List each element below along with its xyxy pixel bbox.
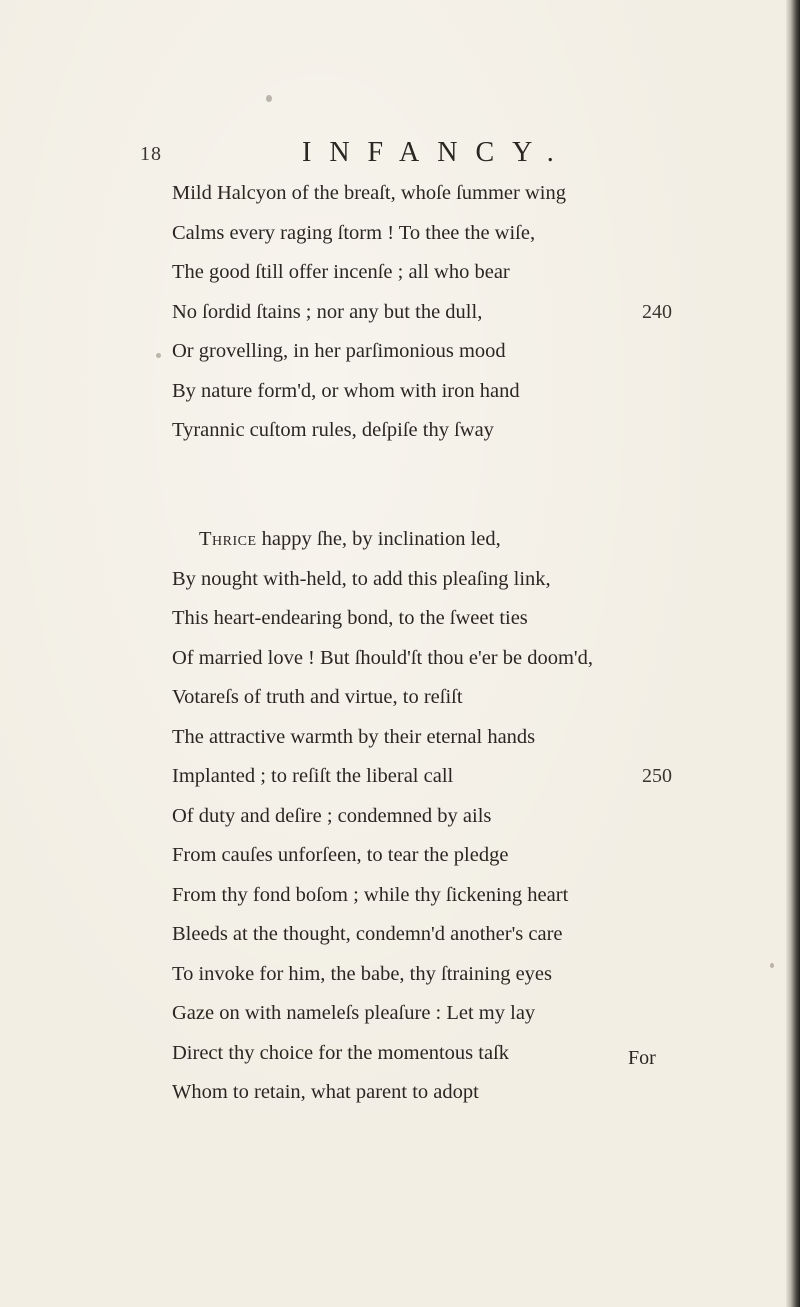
verse-line-text: Votareſs of truth and virtue, to reſiſt: [172, 686, 463, 708]
verse-line-text: Tyrannic cuſtom rules, deſpiſe thy ſway: [172, 419, 494, 441]
verse-line: [172, 214, 732, 254]
verse-line-text: By nought with-held, to add this pleaſing link,: [172, 567, 551, 590]
verse-line: [172, 1073, 732, 1113]
verse-line-text: Whom to retain, what parent to adopt: [172, 1081, 479, 1103]
line-number: 240: [642, 300, 672, 323]
line-number: 250: [642, 765, 672, 787]
book-spine-edge: [786, 0, 800, 1307]
verse-line-text: The attractive warmth by their eternal hands: [172, 725, 536, 748]
verse-line: [172, 836, 732, 876]
verse-line: [172, 678, 732, 718]
verse-line: [172, 411, 732, 451]
verse-line: [172, 332, 732, 372]
verse-line-text: To invoke for him, the babe, thy ſtraining eyes: [172, 962, 553, 985]
verse-line-text: Direct thy choice for the momentous taſk: [172, 1041, 510, 1064]
catchword: For: [628, 1047, 656, 1069]
verse-line: [172, 994, 732, 1034]
verse-line: [172, 757, 732, 797]
verse-line-text: Calms every raging ſtorm ! To thee the wiſe,: [172, 221, 536, 244]
verse-line-text: From thy fond boſom ; while thy ſickening heart: [172, 883, 569, 906]
verse-line: [172, 797, 732, 837]
verse-line: [172, 915, 732, 955]
running-title: INFANCY.: [302, 137, 572, 168]
verse-line-text: Of duty and deſire ; condemned by ails: [172, 804, 492, 827]
verse-line: [172, 372, 732, 412]
verse-line: [172, 876, 732, 916]
verse-line-text: Implanted ; to reſiſt the liberal call: [172, 765, 454, 787]
verse-line: [172, 253, 732, 293]
paper-blemish: [156, 353, 161, 358]
verse-line-text: Mild Halcyon of the breaſt, whoſe ſummer wing: [172, 182, 566, 204]
verse-line-text: No ſordid ſtains ; nor any but the dull,: [172, 300, 483, 323]
verse-line-text: Of married love ! But ſhould'ſt thou e'er be doom'd,: [172, 646, 593, 669]
verse-line-text: From cauſes unforſeen, to tear the pledge: [172, 844, 509, 866]
verse-line-first: [172, 520, 732, 560]
verse-line-text: happy ſhe, by inclination led,: [256, 528, 501, 550]
verse-line-text: The good ſtill offer incenſe ; all who bear: [172, 261, 510, 283]
stanza-opening-word: Thrice: [199, 528, 257, 550]
verse-line: [172, 599, 732, 639]
verse-line: [172, 955, 732, 995]
stanza-2: [172, 520, 732, 1113]
page-number: 18: [140, 143, 162, 165]
paper-blemish: [266, 95, 272, 102]
verse-line-text: Bleeds at the thought, condemn'd another's care: [172, 923, 563, 945]
verse-line: [172, 560, 732, 600]
verse-line-text: Gaze on with nameleſs pleaſure : Let my lay: [172, 1002, 536, 1024]
paper-blemish: [770, 963, 774, 968]
verse-line-text: By nature form'd, or whom with iron hand: [172, 379, 520, 402]
stanza-1: [172, 174, 732, 451]
verse-line: [172, 718, 732, 758]
verse-line: [172, 174, 732, 214]
verse-line-text: Or grovelling, in her parſimonious mood: [172, 340, 506, 362]
verse-line: [172, 639, 732, 679]
verse-line-text: This heart-endearing bond, to the ſweet ties: [172, 607, 528, 629]
verse-line: [172, 293, 732, 333]
